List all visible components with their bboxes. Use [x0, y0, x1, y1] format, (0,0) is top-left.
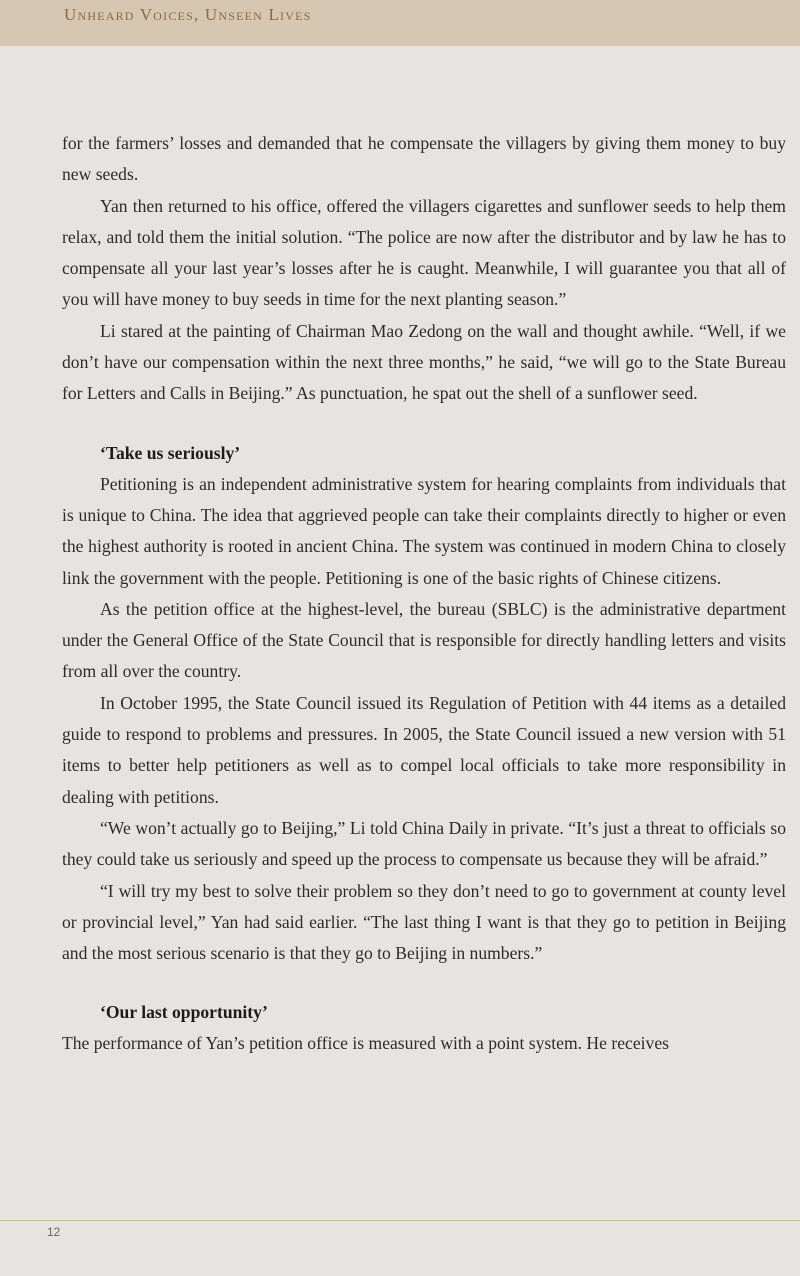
- page-number: 12: [47, 1225, 61, 1239]
- paragraph: “We won’t actually go to Beijing,” Li told China Daily in private. “It’s just a threat to officials so they could take us seriously and speed up the process to compensate us because they will be afraid.”: [62, 817, 786, 870]
- section-heading: ‘Our last opportunity’: [100, 1002, 268, 1023]
- article-body: [62, 128, 786, 1060]
- paragraph: In October 1995, the State Council issued its Regulation of Petition with 44 items as a detailed guide to respond to problems and pressures. In 2005, the State Council issued a new version with 51 items to better help petitioners as well as to compel local officials to take more responsibility in dealing with petitions.: [62, 692, 786, 807]
- paragraph: The performance of Yan’s petition office is measured with a point system. He receives: [62, 1033, 669, 1054]
- running-header-title: Unheard Voices, Unseen Lives: [64, 5, 312, 24]
- running-header: [0, 0, 800, 46]
- paragraph: Yan then returned to his office, offered the villagers cigarettes and sunflower seeds to help them relax, and told them the initial solution. “The police are now after the distributor and by law he has to compensate all your last year’s losses after he is caught. Meanwhile, I will guarantee you that all of you will have money to buy seeds in time for the next planting season.”: [62, 195, 786, 310]
- paragraph: “I will try my best to solve their problem so they don’t need to go to government at county level or provincial level,” Yan had said earlier. “The last thing I want is that they go to petition in Beijing and the most serious scenario is that they go to Beijing in numbers.”: [62, 880, 786, 964]
- paragraph: for the farmers’ losses and demanded that he compensate the villagers by giving them money to buy new seeds.: [62, 133, 786, 185]
- section-heading: ‘Take us seriously’: [100, 442, 241, 463]
- paragraph: As the petition office at the highest-level, the bureau (SBLC) is the administrative department under the General Office of the State Council that is responsible for directly handling letters and visits from all over the country.: [62, 598, 786, 682]
- footer-rule: [0, 1220, 800, 1221]
- paragraph: Li stared at the painting of Chairman Mao Zedong on the wall and thought awhile. “Well, if we don’t have our compensation within the next three months,” he said, “we will go to the State Bureau for Letters and Calls in Beijing.” As punctuation, he spat out the shell of a sunflower seed.: [62, 320, 786, 404]
- paragraph: Petitioning is an independent administrative system for hearing complaints from individuals that is unique to China. The idea that aggrieved people can take their complaints directly to higher or even the highest authority is rooted in ancient China. The system was continued in modern China to closely link the government with the people. Petitioning is one of the basic rights of Chinese citizens.: [62, 473, 786, 588]
